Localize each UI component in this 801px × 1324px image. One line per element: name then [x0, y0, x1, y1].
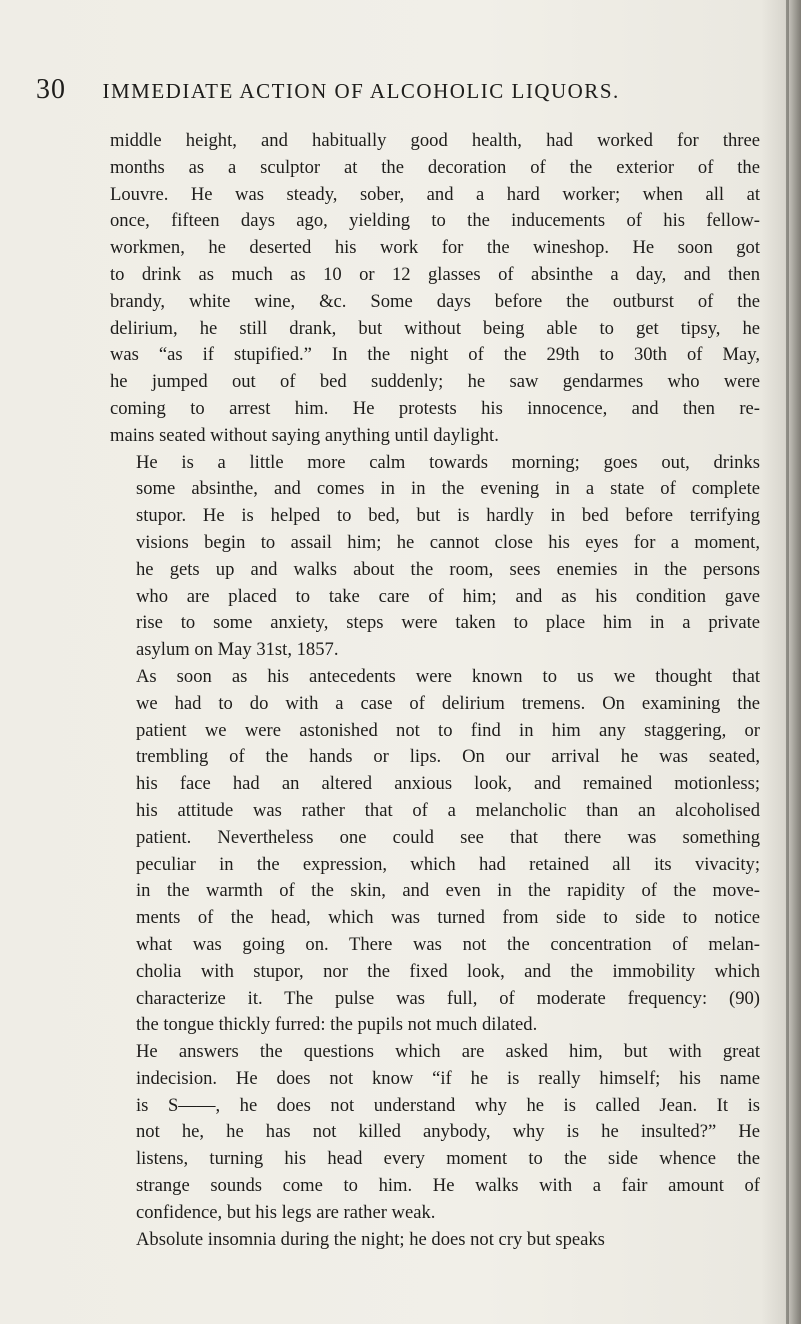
text-line: once, fifteen days ago, yielding to the inducements of his fellow- — [110, 210, 760, 232]
text-line: workmen, he deserted his work for the wineshop. He soon got — [110, 237, 760, 259]
text-line: asylum on May 31st, 1857. — [136, 639, 339, 661]
text-line: we had to do with a case of delirium tremens. On examining the — [136, 692, 760, 714]
text-line: what was going on. There was not the concentration of melan- — [136, 933, 760, 955]
text-line: his face had an altered anxious look, and remained motionless; — [136, 773, 760, 795]
text-line: some absinthe, and comes in in the evening in a state of complete — [136, 478, 760, 500]
text-line: He answers the questions which are asked him, but with great — [136, 1041, 760, 1063]
text-line: was “as if stupified.” In the night of the 29th to 30th of May, — [110, 344, 760, 366]
text-line: stupor. He is helped to bed, but is hardly in bed before terrifying — [136, 505, 760, 527]
text-line: rise to some anxiety, steps were taken to place him in a private — [136, 612, 760, 634]
page-edge-shadow — [761, 0, 801, 1324]
paragraph — [110, 128, 760, 450]
text-line: brandy, white wine, &c. Some days before the outburst of the — [110, 290, 760, 312]
text-line: he gets up and walks about the room, sees enemies in the persons — [136, 558, 760, 580]
text-line: As soon as his antecedents were known to us we thought that — [136, 665, 760, 687]
text-line: to drink as much as 10 or 12 glasses of absinthe a day, and then — [110, 263, 760, 285]
text-line: patient. Nevertheless one could see that there was something — [136, 826, 760, 848]
text-line: Absolute insomnia during the night; he does not cry but speaks — [136, 1228, 605, 1250]
text-line: strange sounds come to him. He walks with a fair amount of — [136, 1175, 760, 1197]
page-edge-line — [786, 0, 789, 1324]
text-line: trembling of the hands or lips. On our arrival he was seated, — [136, 746, 760, 768]
page-header — [36, 74, 736, 114]
paragraph — [110, 450, 760, 664]
text-line: is S——, he does not understand why he is called Jean. It is — [136, 1094, 760, 1116]
text-line: months as a sculptor at the decoration of the exterior of the — [110, 156, 760, 178]
paragraph — [110, 664, 760, 1039]
text-line: he jumped out of bed suddenly; he saw gendarmes who were — [110, 371, 760, 393]
text-line: listens, turning his head every moment to the side whence the — [136, 1148, 760, 1170]
text-line: the tongue thickly furred: the pupils not much dilated. — [136, 1014, 538, 1036]
text-line: cholia with stupor, nor the fixed look, and the immobility which — [136, 960, 760, 982]
text-line: indecision. He does not know “if he is really himself; his name — [136, 1067, 760, 1089]
text-line: ments of the head, which was turned from side to side to notice — [136, 907, 760, 929]
text-line: patient we were astonished not to find in him any staggering, or — [136, 719, 760, 741]
text-line: peculiar in the expression, which had retained all its vivacity; — [136, 853, 760, 875]
text-line: characterize it. The pulse was full, of moderate frequency: (90) — [136, 987, 760, 1009]
text-line: who are placed to take care of him; and as his condition gave — [136, 585, 760, 607]
text-line: not he, he has not killed anybody, why is he insulted?” He — [136, 1121, 760, 1143]
running-head: IMMEDIATE ACTION OF ALCOHOLIC LIQUORS. — [102, 79, 620, 103]
text-line: delirium, he still drank, but without being able to get tipsy, he — [110, 317, 760, 339]
text-line: coming to arrest him. He protests his innocence, and then re- — [110, 397, 760, 419]
text-line: in the warmth of the skin, and even in the rapidity of the move- — [136, 880, 760, 902]
paragraph — [110, 1227, 760, 1254]
paragraph — [110, 1039, 760, 1227]
text-line: his attitude was rather that of a melancholic than an alcoholised — [136, 799, 760, 821]
body-text — [110, 128, 760, 1253]
text-line: mains seated without saying anything until daylight. — [110, 424, 499, 446]
text-line: Louvre. He was steady, sober, and a hard worker; when all at — [110, 183, 760, 205]
text-line: He is a little more calm towards morning; goes out, drinks — [136, 451, 760, 473]
text-line: visions begin to assail him; he cannot close his eyes for a moment, — [136, 531, 760, 553]
text-line: confidence, but his legs are rather weak. — [136, 1201, 436, 1223]
text-line: middle height, and habitually good health, had worked for three — [110, 130, 760, 151]
page-number: 30 — [36, 74, 66, 105]
